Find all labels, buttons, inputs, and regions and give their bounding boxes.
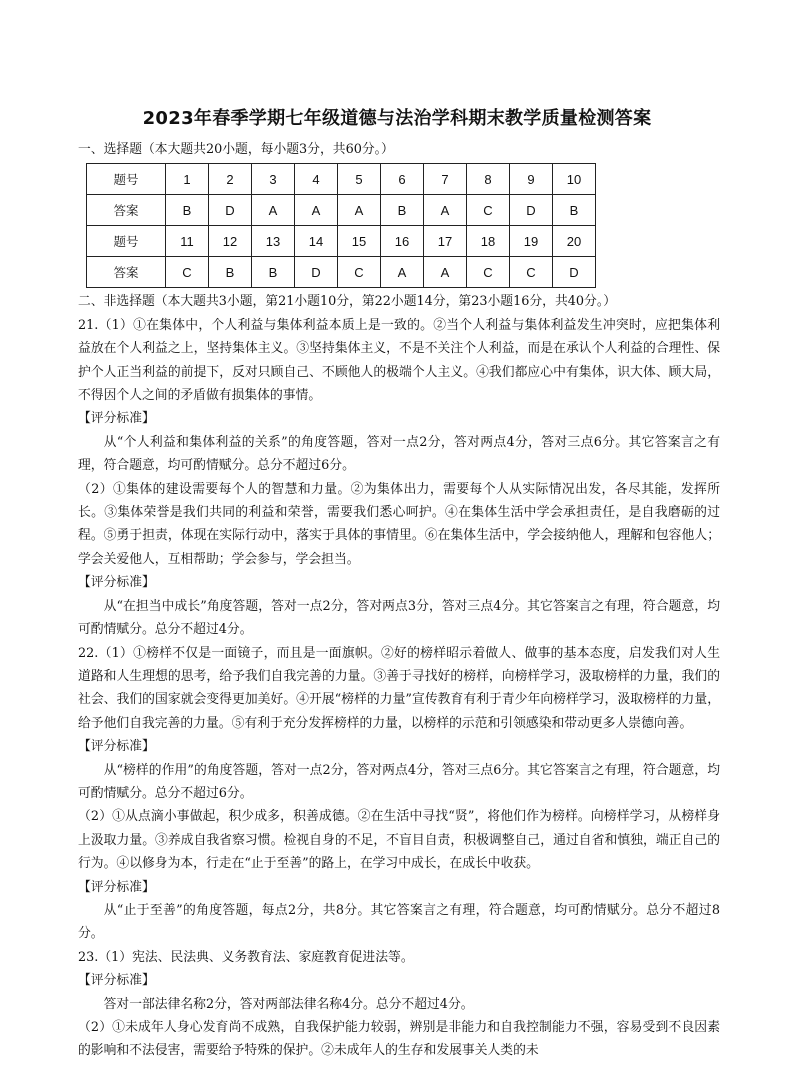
- table-cell: 6: [381, 164, 424, 195]
- table-cell: A: [381, 257, 424, 288]
- q23-part1-criteria: 答对一部法律名称2分，答对两部法律名称4分。总分不超过4分。: [103, 996, 474, 1012]
- table-cell: D: [510, 195, 553, 226]
- q22-part1-answer: 22.（1）①榜样不仅是一面镜子，而且是一面旗帜。②好的榜样昭示着做人、做事的基本态度，启发我们对人生道路和人生理想的思考，给予我们自我完善的力量。③善于寻找好的榜样，向榜样学习，汲取榜样的力量，我们的社会、我们的国家就会变得更加美好。④开展“榜样的力量”宣传教育有利于青少年向榜样学习，汲取榜样的力量，给予他们自我完善的力量。⑤有利于充分发挥榜样的力量，以榜样的示范和引领感染和带动更多人崇德向善。: [78, 645, 720, 731]
- table-cell: B: [166, 195, 209, 226]
- table-cell: 8: [467, 164, 510, 195]
- table-cell: 13: [252, 226, 295, 257]
- table-cell: C: [467, 257, 510, 288]
- section-1-heading: 一、选择题（本大题共20小题，每小题3分，共60分。）: [78, 142, 394, 157]
- table-cell: 9: [510, 164, 553, 195]
- q21-part2-answer: （2）①集体的建设需要每个人的智慧和力量。②为集体出力，需要每个人从实际情况出发，各尽其能，发挥所长。③集体荣誉是我们共同的利益和荣誉，需要我们悉心呵护。④在集体生活中学会承担责任，是自我磨砺的过程。⑤勇于担责，体现在实际行动中，落实于具体的事情里。⑥在集体生活中，学会接纳他人，理解和包容他人；学会关爱他人，互相帮助；学会参与，学会担当。: [78, 481, 720, 567]
- table-cell: A: [424, 195, 467, 226]
- table-cell: C: [338, 257, 381, 288]
- q21-part1-answer: 21.（1）①在集体中，个人利益与集体利益本质上是一致的。②当个人利益与集体利益发生冲突时，应把集体利益放在个人利益之上，坚持集体主义。③坚持集体主义，不是不关注个人利益，而是在承认个人利益的合理性、保护个人正当利益的前提下，反对只顾自己、不顾他人的极端个人主义。④我们都应心中有集体，识大体、顾大局，不得因个人之间的矛盾做有损集体的事情。: [78, 317, 720, 404]
- scoring-criteria-label: 【评分标准】: [78, 973, 155, 989]
- table-cell: 10: [553, 164, 596, 195]
- table-cell: 14: [295, 226, 338, 257]
- document-title: 2023年春季学期七年级道德与法治学科期末教学质量检测答案: [142, 108, 652, 129]
- table-cell: A: [295, 195, 338, 226]
- table-cell: D: [295, 257, 338, 288]
- answer-table-row: [87, 164, 596, 195]
- table-cell: C: [510, 257, 553, 288]
- table-cell: 20: [553, 226, 596, 257]
- row-label: 答案: [87, 195, 166, 226]
- table-cell: A: [338, 195, 381, 226]
- answer-table-row: [87, 257, 596, 288]
- table-cell: 2: [209, 164, 252, 195]
- q23-part2-answer: （2）①未成年人身心发育尚不成熟，自我保护能力较弱，辨别是非能力和自我控制能力不强，容易受到不良因素的影响和不法侵害，需要给予特殊的保护。②未成年人的生存和发展事关人类的未: [78, 1020, 720, 1059]
- q21-part1-criteria: 从“个人利益和集体利益的关系”的角度答题，答对一点2分，答对两点4分，答对三点6分。其它答案言之有理，符合题意，均可酌情赋分。总分不超过6分。: [78, 434, 720, 474]
- scoring-criteria-label: 【评分标准】: [78, 739, 155, 755]
- table-cell: 16: [381, 226, 424, 257]
- row-label: 题号: [87, 164, 166, 195]
- answer-table-row: [87, 226, 596, 257]
- table-cell: B: [381, 195, 424, 226]
- table-cell: A: [252, 195, 295, 226]
- q22-part2-answer: （2）①从点滴小事做起，积少成多，积善成德。②在生活中寻找“贤”，将他们作为榜样。向榜样学习，从榜样身上汲取力量。③养成自我省察习惯。检视自身的不足，不盲目自责，积极调整自己，通过自省和慎独，端正自己的行为。④以修身为本，行走在“止于至善”的路上，在学习中成长，在成长中收获。: [78, 809, 720, 872]
- scoring-criteria-label: 【评分标准】: [78, 879, 155, 895]
- row-label: 答案: [87, 257, 166, 288]
- table-cell: B: [252, 257, 295, 288]
- scoring-criteria-label: 【评分标准】: [78, 575, 155, 591]
- table-cell: B: [209, 257, 252, 288]
- table-cell: 15: [338, 226, 381, 257]
- scoring-criteria-label: 【评分标准】: [78, 411, 155, 427]
- answer-table: [86, 163, 596, 288]
- section-2-heading: 二、非选择题（本大题共3小题，第21小题10分，第22小题14分，第23小题16分，共40分。）: [78, 294, 617, 310]
- document-body: [78, 138, 720, 1063]
- q22-part2-criteria: 从“止于至善”的角度答题，每点2分，共8分。其它答案言之有理，符合题意，均可酌情赋分。总分不超过8分。: [78, 902, 720, 942]
- q22-part1-criteria: 从“榜样的作用”的角度答题，答对一点2分，答对两点4分，答对三点6分。其它答案言之有理，符合题意，均可酌情赋分。总分不超过6分。: [78, 762, 720, 801]
- table-cell: D: [553, 257, 596, 288]
- row-label: 题号: [87, 226, 166, 257]
- table-cell: 17: [424, 226, 467, 257]
- table-cell: C: [467, 195, 510, 226]
- q23-part1-answer: 23.（1）宪法、民法典、义务教育法、家庭教育促进法等。: [78, 949, 414, 965]
- table-cell: 12: [209, 226, 252, 257]
- table-cell: 3: [252, 164, 295, 195]
- table-cell: 7: [424, 164, 467, 195]
- q21-part2-criteria: 从“在担当中成长”角度答题，答对一点2分，答对两点3分，答对三点4分。其它答案言之有理，符合题意，均可酌情赋分。总分不超过4分。: [78, 598, 720, 638]
- table-cell: D: [209, 195, 252, 226]
- table-cell: A: [424, 257, 467, 288]
- table-cell: 11: [166, 226, 209, 257]
- table-cell: 5: [338, 164, 381, 195]
- table-cell: C: [166, 257, 209, 288]
- table-cell: 18: [467, 226, 510, 257]
- table-cell: B: [553, 195, 596, 226]
- table-cell: 19: [510, 226, 553, 257]
- table-cell: 1: [166, 164, 209, 195]
- answer-table-row: [87, 195, 596, 226]
- table-cell: 4: [295, 164, 338, 195]
